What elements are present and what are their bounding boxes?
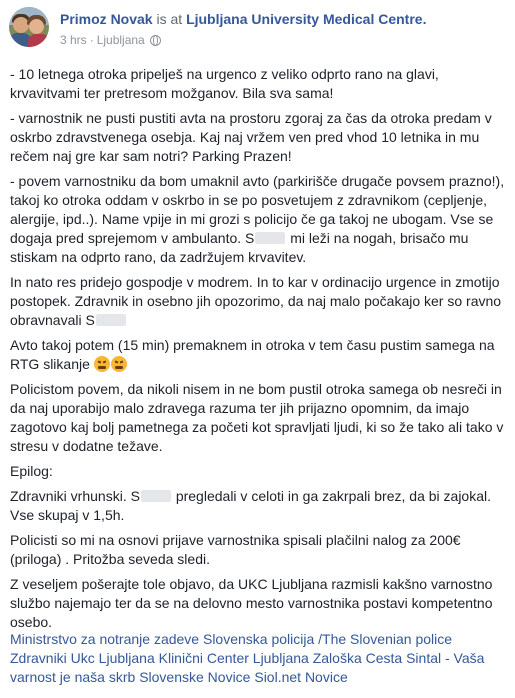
tagged-pages: Ministrstvo za notranje zadeve Slovenska policija /The Slovenian police Zdravniki Ukc Ljubljana Klinični Center Ljubljana Zaloška Cesta Sintal - Vaša varnost je naša skrb Slovenske Novice Siol.net Novice	[10, 631, 485, 685]
redacted-name	[141, 490, 171, 502]
post-paragraph: Policisti so mi na osnovi prijave varnostnika spisali plačilni nalog za 200€ (priloga) . Pritožba seveda sledi.	[10, 532, 461, 567]
tag-link[interactable]: Klinični Center Ljubljana	[158, 650, 309, 666]
post-title-line	[60, 10, 426, 28]
globe-icon	[150, 35, 161, 46]
post-paragraph: - povem varnostniku da bom umaknil avto (parkirišče drugače povsem prazno!), takoj ko otroka oddam v oskrbo in se po posvetujem z zdravnikom (cepljenje, alergije, ipd..). Name vpije in mi grozi s policijo če ga takoj ne ubogam. Vse se dogaja pred sprejemom v ambulanto. S mi leži na nogah, brisačo mu stiskam na odprto rano, da zadržujem krvavitev.	[10, 173, 505, 265]
post-body	[10, 65, 505, 638]
redacted-name	[255, 232, 285, 244]
post-paragraph: - 10 letnega otroka pripelješ na urgenco z veliko odprto rano na glavi, krvavitvami ter pretresom možganov. Bila sva sama!	[10, 66, 439, 101]
tag-link[interactable]: The Slovenian police	[322, 631, 453, 647]
post-paragraph: - varnostnik ne pusti pustiti avta na prostoru zgoraj za čas da otroka predam v oskrbo zdravstvenega osebja. Kaj naj vržem ven pred vhod 10 letnika in mu rečem naj gre kar sam notri? Parking Prazen!	[10, 110, 492, 164]
post-paragraph: In nato res pridejo gospodje v modrem. In to kar v ordinacijo urgence in zmotijo postopek. Zdravnik in osebno jih opozorimo, da naj malo počakajo ker so ravno obravnavali S	[10, 274, 502, 328]
connector-text: is at	[156, 11, 183, 27]
angry-emoji-icon	[111, 356, 127, 372]
tag-link[interactable]: Zdravniki Ukc Ljubljana	[10, 650, 155, 666]
post-meta	[60, 32, 161, 48]
tag-link[interactable]: Siol.net Novice	[254, 669, 348, 685]
tag-link[interactable]: Ministrstvo za notranje zadeve Slovenska policija	[10, 631, 315, 647]
place-link[interactable]: Ljubljana University Medical Centre.	[186, 11, 427, 27]
post-paragraph: Epilog:	[10, 463, 53, 479]
tag-link[interactable]: Zaloška Cesta Sintal - Vaša varnost je naša skrb	[10, 650, 485, 685]
post-paragraph: Policistom povem, da nikoli nisem in ne bom pustil otroka samega ob nesreči in da naj uporabijo malo zdravega razuma ter jih prijazno opomnim, da imajo zagotovo kaj bolj pametnega za početi kot spravljati ljudi, ki so že tako ali tako v stresu v dodatne težave.	[10, 381, 504, 454]
avatar[interactable]	[9, 7, 49, 47]
post-location[interactable]: Ljubljana	[96, 33, 145, 47]
tag-link[interactable]: Slovenske Novice	[139, 669, 251, 685]
author-name[interactable]: Primoz Novak	[60, 11, 153, 27]
post-paragraph: Zdravniki vrhunski. S pregledali v celoti in ga zakrpali brez, da bi zajokal. Vse skupaj v 1,5h.	[10, 488, 491, 523]
meta-separator: ·	[89, 33, 94, 47]
post-header	[9, 7, 509, 53]
post-paragraph: Z veseljem pošerajte tole objavo, da UKC Ljubljana razmisli kakšno varnostno službo najemajo ter da se na delovno mesto varnostnika postavi kompetentno osebo.	[10, 576, 493, 630]
post-paragraph: Avto takoj potem (15 min) premaknem in otroka v tem času pustim samega na RTG slikanje	[10, 337, 495, 372]
angry-emoji-icon	[94, 356, 110, 372]
redacted-name	[96, 314, 126, 326]
post-time[interactable]: 3 hrs	[60, 33, 87, 47]
